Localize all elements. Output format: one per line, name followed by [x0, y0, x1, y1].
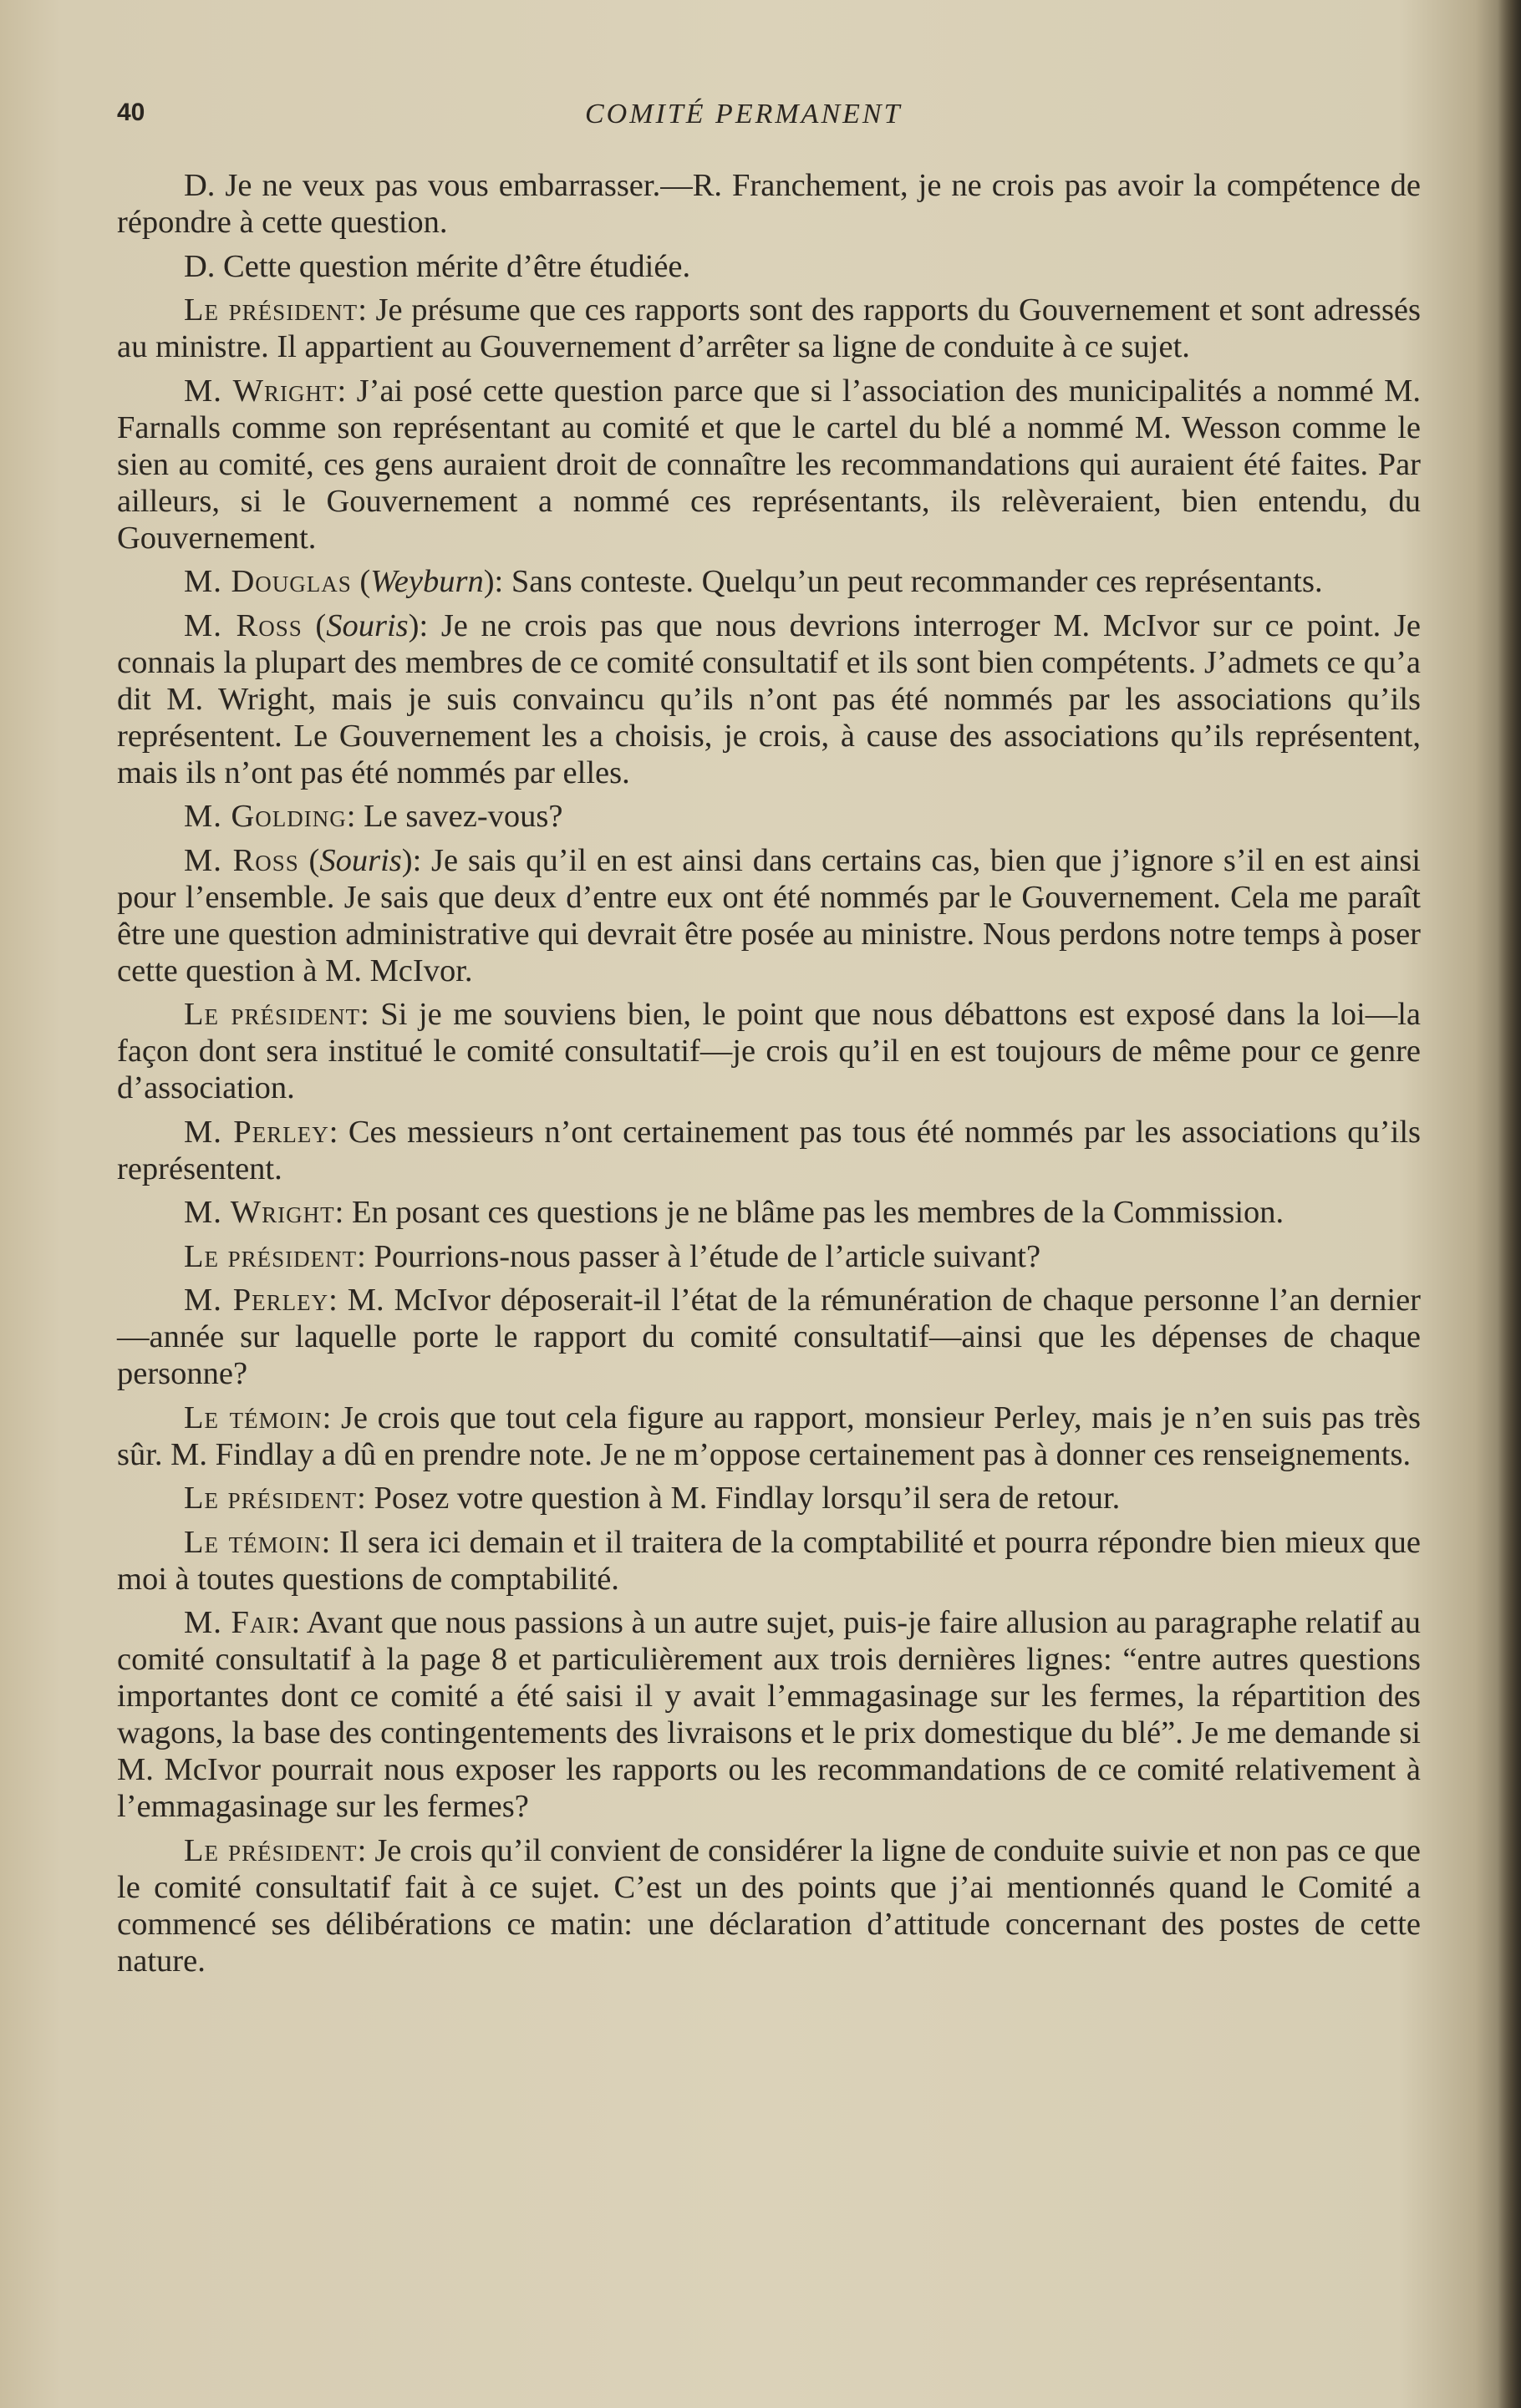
transcript-paragraph — [117, 1194, 1421, 1231]
paragraph-text: Sans conteste. Quelqu’un peut recommander ces représentants. — [511, 564, 1323, 599]
speaker-name: M. Perley — [184, 1114, 329, 1150]
speaker-name: M. Douglas — [184, 564, 352, 599]
paragraph-text: D. Je ne veux pas vous embarrasser.—R. Franchement, je ne crois pas avoir la compétence de répondre à cette question. — [117, 168, 1421, 240]
transcript-paragraph — [117, 167, 1421, 241]
speaker-punctuation: ): — [483, 564, 504, 599]
paragraph-text: Il sera ici demain et il traitera de la comptabilité et pourra répondre bien mieux que moi à toutes questions de comptabilité. — [117, 1524, 1421, 1597]
speaker-name: Le président — [184, 997, 361, 1032]
paragraph-text: Je présume que ces rapports sont des rapports du Gouvernement et sont adressés au ministre. Il appartient au Gouvernement d’arrêter sa ligne de conduite à ce sujet. — [117, 292, 1421, 364]
transcript-paragraph — [117, 292, 1421, 365]
page-header — [117, 99, 1421, 140]
speaker-riding: Souris — [326, 607, 409, 643]
transcript-paragraph — [117, 1114, 1421, 1187]
transcript-paragraph — [117, 1604, 1421, 1825]
running-title: COMITÉ PERMANENT — [585, 99, 903, 130]
transcript-body — [117, 167, 1421, 1986]
speaker-punctuation: ): — [408, 607, 429, 643]
paragraph-text: Posez votre question à M. Findlay lorsqu’il sera de retour. — [374, 1481, 1121, 1516]
paragraph-text: Je crois qu’il convient de considérer la ligne de conduite suivie et non pas ce que le comité consultatif fait à ce sujet. C’est un des points que j’ai mentionnés quand le Comité a commencé ses délibérations ce matin: une déclaration d’attitude concernant des postes de cette nature. — [117, 1832, 1422, 1979]
paragraph-text: Le savez-vous? — [364, 799, 563, 834]
paragraph-text: D. Cette question mérite d’être étudiée. — [184, 248, 691, 284]
paragraph-text: Ces messieurs n’ont certainement pas tous été nommés par les associations qu’ils représentent. — [117, 1114, 1421, 1186]
speaker-punctuation: : — [328, 1114, 338, 1150]
speaker-name: Le président — [184, 1832, 358, 1868]
transcript-paragraph: M. Ross (Souris): Je sais qu’il en est ainsi dans certains cas, bien que j’ignore s’il en est ainsi pour l’ensemble. Je sais que deux d’entre eux ont été nommés par le Gouvernement. Cela me paraît être une question administrative qui devrait être posée au ministre. Nous perdons notre temps à poser cette question à M. McIvor. — [117, 842, 1422, 988]
speaker-punctuation: : — [358, 292, 367, 328]
paragraph-text: Pourrions-nous passer à l’étude de l’article suivant? — [374, 1238, 1041, 1274]
speaker-name: Le président — [184, 1481, 358, 1516]
speaker-riding: Weyburn — [370, 564, 484, 599]
speaker-punctuation: : — [357, 1832, 367, 1868]
paragraph-text: Je crois que tout cela figure au rapport, monsieur Perley, mais je n’en suis pas très sûr. M. Findlay a dû en prendre note. Je ne m’oppose certainement pas à donner ces renseignements. — [117, 1400, 1422, 1472]
speaker-name: M. Ross — [184, 607, 303, 643]
transcript-paragraph — [117, 1238, 1421, 1275]
speaker-name: Le président — [184, 292, 359, 328]
transcript-paragraph: M. Ross (Souris): Je ne crois pas que nous devrions interroger M. McIvor sur ce point. Je connais la plupart des membres de ce comité consultatif et ils sont bien compétents. J’admets ce qu’a dit M. Wright, mais je suis convaincu qu’ils n’ont pas été nommés par les associations qu’ils représentent. Le Gouvernement les a choisis, je crois, à cause des associations qu’ils représentent, mais ils n’ont pas été nommés par elles. — [117, 607, 1421, 790]
speaker-name: M. Perley — [184, 1283, 329, 1318]
speaker-punctuation: : — [357, 1238, 366, 1274]
speaker-punctuation: : — [360, 997, 369, 1032]
paragraph-text: J’ai posé cette question parce que si l’association des municipalités a nommé M. Farnalls comme son représentant au comité et que le cartel du blé a nommé M. Wesson comme le sien au comité, ces gens auraient droit de connaître les recommandations qui auraient été faites. Par ailleurs, si le Gouvernement a nommé ces représentants, ils relèveraient, bien entendu, du Gouvernement. — [117, 373, 1421, 556]
speaker-riding: Souris — [319, 842, 402, 878]
transcript-paragraph — [117, 1480, 1421, 1516]
page-number: 40 — [117, 99, 145, 126]
paragraph-text: Avant que nous passions à un autre sujet, puis-je faire allusion au paragraphe relatif au comité consultatif à la page 8 et particulièrement aux trois dernières lignes: “entre autres questions importantes dont ce comité a été saisi il y avait l’emmagasinage sur les fermes, la répartition des wagons, la base des contingentements des livraisons et le prix domestique du blé”. Je me demande si M. McIvor pourrait nous exposer les rapports ou les recommandations de ce comité relativement à l’emmagasinage sur les fermes? — [117, 1605, 1421, 1824]
transcript-paragraph: M. Douglas (Weyburn): Sans conteste. Quelqu’un peut recommander ces représentants. — [184, 564, 1323, 599]
paragraph-text: Je sais qu’il en est ainsi dans certains cas, bien que j’ignore s’il en est ainsi pour l’ensemble. Je sais que deux d’entre eux ont été nommés par le Gouvernement. Cela me paraît être une question administrative qui devrait être posée au ministre. Nous perdons notre temps à poser cette question à M. McIvor. — [117, 842, 1422, 988]
transcript-paragraph — [117, 1400, 1421, 1473]
speaker-punctuation: : — [328, 1283, 338, 1318]
speaker-punctuation: ): — [401, 842, 422, 878]
speaker-name: M. Ross — [184, 842, 299, 878]
transcript-paragraph — [117, 1832, 1421, 1979]
speaker-name: M. Golding — [184, 799, 347, 834]
speaker-punctuation: : — [357, 1481, 366, 1516]
speaker-name: Le président — [184, 1238, 358, 1274]
speaker-name: M. Wright — [184, 373, 338, 409]
speaker-name: Le témoin — [184, 1400, 323, 1435]
transcript-paragraph — [117, 798, 1421, 835]
transcript-paragraph — [117, 996, 1421, 1106]
speaker-punctuation: : — [334, 1195, 344, 1230]
paragraph-text: M. McIvor déposerait-il l’état de la rémunération de chaque personne l’an dernier—année sur laquelle porte le rapport du comité consultatif—ainsi que les dépenses de chaque personne? — [117, 1283, 1422, 1391]
paragraph-text: Je ne crois pas que nous devrions interroger M. McIvor sur ce point. Je connais la plupart des membres de ce comité consultatif et ils sont bien compétents. J’admets ce qu’a dit M. Wright, mais je suis convaincu qu’ils n’ont pas été nommés par les associations qu’ils représentent. Le Gouvernement les a choisis, je crois, à cause des associations qu’ils représentent, mais ils n’ont pas été nommés par elles. — [117, 607, 1421, 790]
paragraph-text: Si je me souviens bien, le point que nous débattons est exposé dans la loi—la façon dont sera institué le comité consultatif—je crois qu’il en est toujours de même pour ce genre d’association. — [117, 997, 1421, 1105]
speaker-punctuation: : — [321, 1524, 331, 1560]
book-spine-shadow — [1498, 0, 1521, 2408]
speaker-punctuation: : — [337, 373, 347, 409]
transcript-paragraph — [117, 373, 1421, 556]
speaker-name: Le témoin — [184, 1524, 322, 1560]
paragraph-text: En posant ces questions je ne blâme pas les membres de la Commission. — [351, 1195, 1284, 1230]
transcript-paragraph — [117, 1524, 1421, 1598]
transcript-paragraph — [117, 1282, 1421, 1392]
speaker-punctuation: : — [291, 1605, 301, 1640]
speaker-punctuation: : — [346, 799, 356, 834]
speaker-punctuation: : — [322, 1400, 332, 1435]
speaker-name: M. Fair — [184, 1605, 292, 1640]
speaker-name: M. Wright — [184, 1195, 335, 1230]
transcript-paragraph — [117, 248, 1421, 285]
